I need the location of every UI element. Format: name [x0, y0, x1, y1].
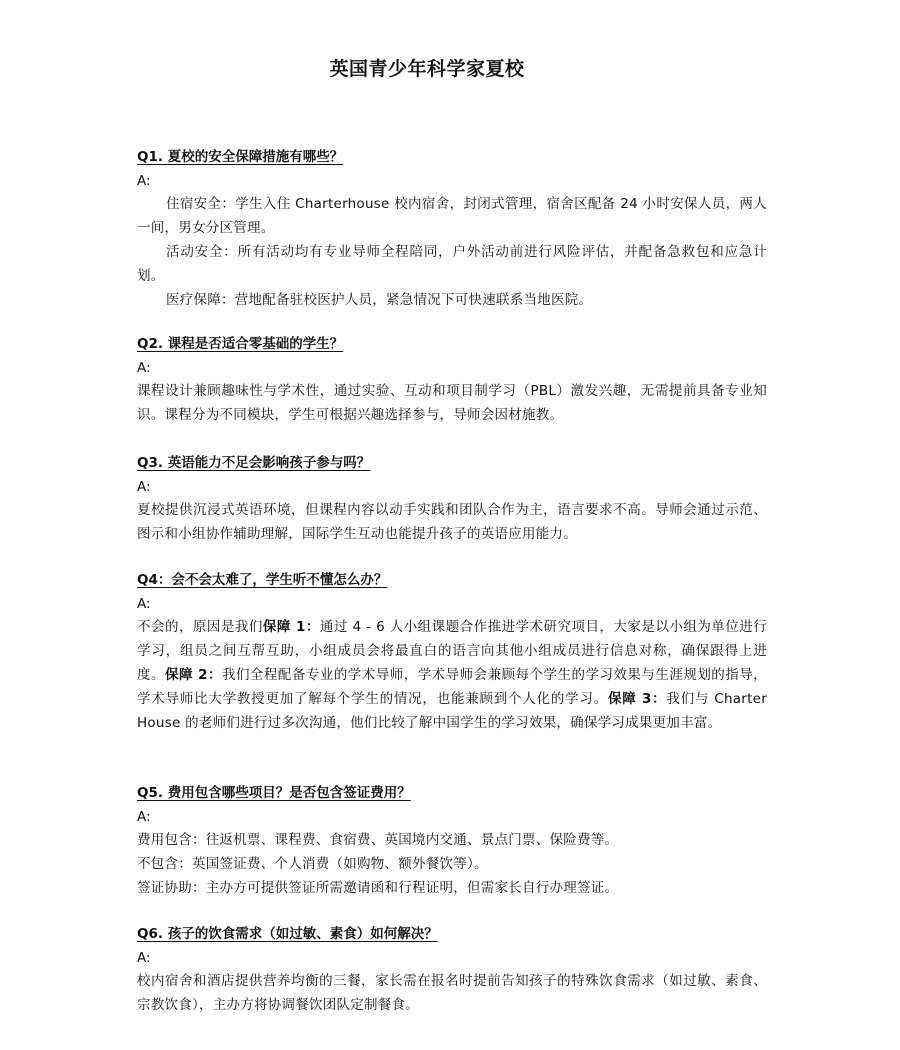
- guarantee-2-label: 保障 2：: [164, 667, 222, 683]
- question-heading: Q5. 费用包含哪些项目？是否包含签证费用？: [137, 785, 411, 801]
- qa-section-q6: [137, 923, 767, 1017]
- qa-section-q2: [137, 333, 767, 427]
- answer-intro: 不会的，原因是我们: [137, 619, 263, 635]
- question-heading: Q6. 孩子的饮食需求（如过敏、素食）如何解决？: [137, 926, 438, 942]
- question-heading: Q2. 课程是否适合零基础的学生？: [137, 336, 344, 352]
- answer-label: A:: [137, 173, 151, 189]
- question-heading: Q4：会不会太难了，学生听不懂怎么办？: [137, 572, 388, 588]
- qa-section-q4: [137, 569, 767, 735]
- answer-paragraph: 活动安全：所有活动均有专业导师全程陪同，户外活动前进行风险评估，并配备急救包和应急计划。: [137, 244, 767, 284]
- answer-line: 不包含：英国签证费、个人消费（如购物、额外餐饮等）。: [137, 856, 488, 872]
- answer-label: A:: [137, 950, 151, 966]
- question-heading: Q1. 夏校的安全保障措施有哪些？: [137, 149, 344, 165]
- answer-line: 签证协助：主办方可提供签证所需邀请函和行程证明，但需家长自行办理签证。: [137, 880, 619, 896]
- guarantee-2-text: 我们全程配备专业的学术导师，学术导师会兼顾每个学生的学习效果与生涯规划的指导，学术导师比大学教授更加了解每个学生的情况，也能兼顾到个人化的学习。: [137, 667, 768, 707]
- guarantee-3-text: 我们与 Charter House 的老师们进行过多次沟通，他们比较了解中国学生的学习效果，确保学习成果更加丰富。: [137, 691, 768, 731]
- answer-paragraph: 夏校提供沉浸式英语环境，但课程内容以动手实践和团队合作为主，语言要求不高。导师会通过示范、图示和小组协作辅助理解，国际学生互动也能提升孩子的英语应用能力。: [137, 502, 767, 542]
- answer-paragraph: 住宿安全：学生入住 Charterhouse 校内宿舍，封闭式管理，宿舍区配备 24 小时安保人员，两人一间，男女分区管理。: [137, 196, 767, 236]
- qa-section-q1: [137, 146, 767, 312]
- qa-section-q5: [137, 782, 767, 900]
- answer-line: 费用包含：往返机票、课程费、食宿费、英国境内交通、景点门票、保险费等。: [137, 832, 619, 848]
- answer-label: A:: [137, 360, 151, 376]
- answer-label: A:: [137, 596, 151, 612]
- question-heading: Q3. 英语能力不足会影响孩子参与吗？: [137, 455, 371, 471]
- answer-paragraph: [137, 615, 767, 735]
- guarantee-1-text: 通过 4 - 6 人小组课题合作推进学术研究项目，大家是以小组为单位进行学习，组员之间互帮互助，小组成员会将最直白的语言向其他小组成员进行信息对称，确保跟得上进度。: [137, 619, 768, 683]
- answer-paragraph: 校内宿舍和酒店提供营养均衡的三餐，家长需在报名时提前告知孩子的特殊饮食需求（如过敏、素食、宗教饮食），主办方将协调餐饮团队定制餐食。: [137, 973, 767, 1013]
- guarantee-3-label: 保障 3：: [607, 691, 667, 707]
- qa-section-q3: [137, 452, 767, 546]
- answer-label: A:: [137, 479, 151, 495]
- answer-label: A:: [137, 809, 151, 825]
- answer-paragraph: 课程设计兼顾趣味性与学术性，通过实验、互动和项目制学习（PBL）激发兴趣，无需提前具备专业知识。课程分为不同模块，学生可根据兴趣选择参与，导师会因材施教。: [137, 383, 767, 423]
- answer-paragraph: 医疗保障：营地配备驻校医护人员，紧急情况下可快速联系当地医院。: [166, 292, 593, 308]
- page-title: 英国青少年科学家夏校: [329, 58, 525, 80]
- guarantee-1-label: 保障 1：: [262, 619, 320, 635]
